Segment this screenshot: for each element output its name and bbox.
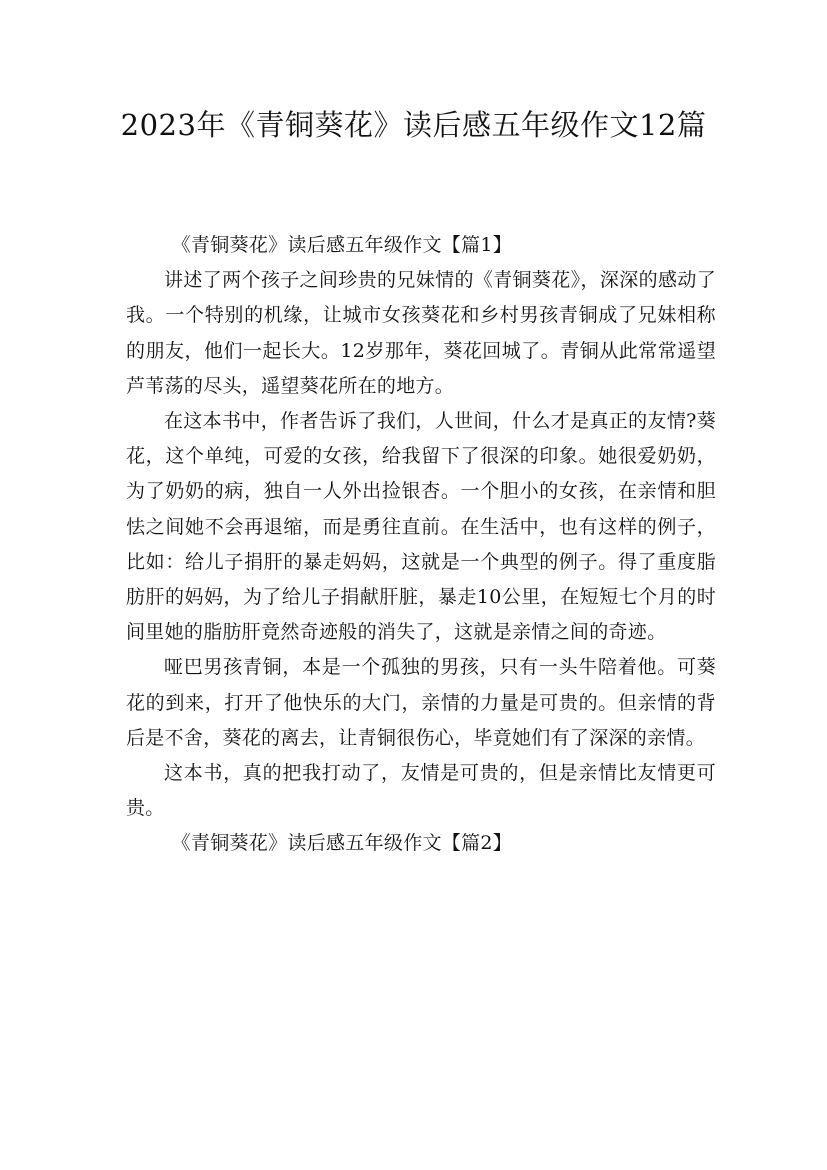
paragraph-3: 哑巴男孩青铜，本是一个孤独的男孩，只有一头牛陪着他。可葵花的到来，打开了他快乐的大门，亲情的力量是可贵的。但亲情的背后是不舍，葵花的离去，让青铜很伤心，毕竟她们有了深深的亲情。 [126, 656, 716, 749]
section-heading-1: 《青铜葵花》读后感五年级作文【篇1】 [171, 234, 513, 256]
paragraph-2: 在这本书中，作者告诉了我们，人世间，什么才是真正的友情?葵花，这个单纯，可爱的女孩，给我留下了很深的印象。她很爱奶奶，为了奶奶的病，独自一人外出捡银杏。一个胆小的女孩，在亲情和胆怯之间她不会再退缩，而是勇往直前。在生活中，也有这样的例子，比如：给儿子捐肝的暴走妈妈，这就是一个典型的例子。得了重度脂肪肝的妈妈，为了给儿子捐献肝脏，暴走10公里，在短短七个月的时间里她的脂肪肝竟然奇迹般的消失了，这就是亲情之间的奇迹。 [126, 410, 716, 644]
document-body [126, 228, 716, 862]
section-heading-2: 《青铜葵花》读后感五年级作文【篇2】 [171, 832, 513, 855]
paragraph-4: 这本书，真的把我打动了，友情是可贵的，但是亲情比友情更可贵。 [126, 762, 716, 820]
paragraph-1: 讲述了两个孩子之间珍贵的兄妹情的《青铜葵花》，深深的感动了我。一个特别的机缘，让城市女孩葵花和乡村男孩青铜成了兄妹相称的朋友，他们一起长大。12岁那年，葵花回城了。青铜从此常常遥望芦苇荡的尽头，遥望葵花所在的地方。 [126, 269, 716, 397]
document-title: 2023年《青铜葵花》读后感五年级作文12篇 [120, 108, 707, 142]
